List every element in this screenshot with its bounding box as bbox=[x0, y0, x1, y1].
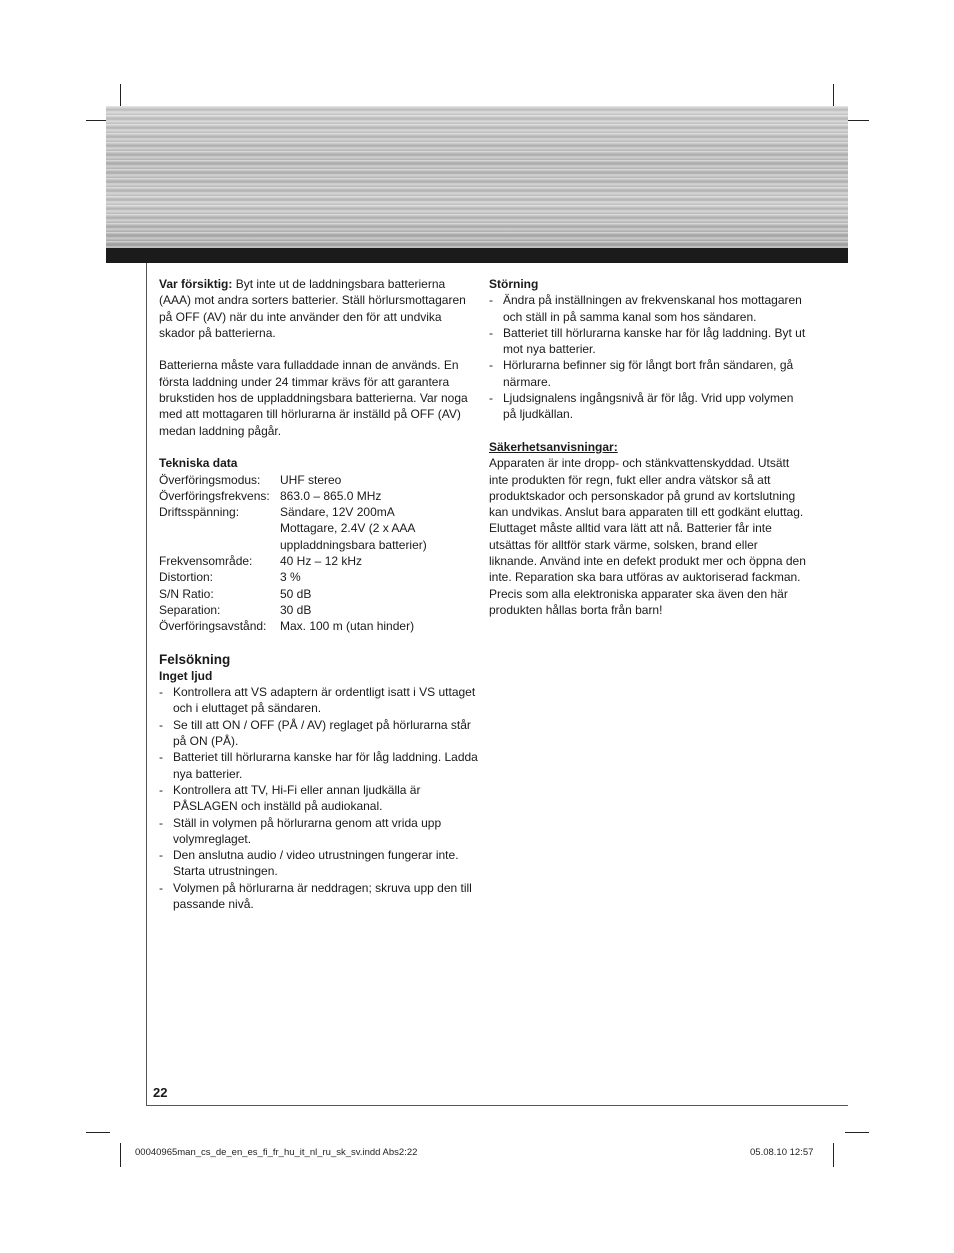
spec-key: Driftsspänning: bbox=[159, 505, 240, 520]
page-number: 22 bbox=[153, 1085, 168, 1100]
crop-mark bbox=[833, 84, 834, 108]
spec-key: S/N Ratio: bbox=[159, 586, 214, 601]
spec-value: Max. 100 m (utan hinder) bbox=[280, 619, 415, 634]
header-banner bbox=[106, 106, 848, 248]
charge-paragraph: Batterierna måste vara fulladdade innan de används. En första laddning under 24 timmar krävs för att garantera brukstiden hos de uppladdningsbara batterierna. Var noga med att mottagaren till hörlurarna är inställd på OFF (AV) medan laddning pågår. bbox=[159, 358, 468, 438]
spec-row bbox=[159, 586, 479, 602]
crop-mark bbox=[845, 120, 869, 121]
left-column bbox=[159, 276, 479, 912]
interference-heading: Störning bbox=[489, 277, 539, 291]
list-item: - Ändra på inställningen av frekvenskanal hos mottagaren och ställ in på samma kanal som hos sändaren. bbox=[489, 292, 809, 325]
spec-table bbox=[159, 472, 479, 635]
list-item: - Volymen på hörlurarna är neddragen; skruva upp den till passande nivå. bbox=[159, 880, 479, 913]
spec-key bbox=[159, 520, 280, 553]
slug-date: 05.08.10 12:57 bbox=[750, 1147, 814, 1158]
warning-text: Byt inte ut de laddningsbara batterierna (AAA) mot andra sorters batterier. Ställ hörlursmottagaren på OFF (AV) när du inte använder den för att undvika skador på batterierna. bbox=[159, 277, 466, 340]
spec-key: Överföringsfrekvens: bbox=[159, 488, 270, 503]
crop-mark bbox=[833, 1143, 834, 1167]
crop-mark bbox=[845, 1132, 869, 1133]
spec-row bbox=[159, 472, 479, 488]
list-item: - Batteriet till hörlurarna kanske har för låg laddning. Byt ut mot nya batterier. bbox=[489, 325, 809, 358]
list-item: - Kontrollera att VS adaptern är ordentligt isatt i VS uttaget och i eluttaget på sändaren. bbox=[159, 684, 479, 717]
list-item: - Se till att ON / OFF (PÅ / AV) reglaget på hörlurarna står på ON (PÅ). bbox=[159, 717, 479, 750]
troubleshooting-heading: Felsökning bbox=[159, 651, 231, 667]
right-column bbox=[489, 276, 809, 618]
spec-key: Frekvensområde: bbox=[159, 554, 253, 569]
safety-paragraph: Apparaten är inte dropp- och stänkvattenskyddad. Utsätt inte produkten för regn, fukt eller andra vätskor så att produktskador och personskador på grund av kortslutning kan undvikas. Anslut bara apparaten till ett godkänt eluttag. Eluttaget måste alltid vara lätt att nå. Batterier får inte utsättas för alltför stark värme, solsken, brand eller liknande. Använd inte en defekt produkt mer och öppna den inte. Reparation ska bara utföras av auktoriserad fackman. Precis som alla elektroniska apparater ska även den här produkten hållas borta från barn! bbox=[489, 456, 806, 617]
spec-value: 30 dB bbox=[280, 602, 312, 617]
crop-mark bbox=[86, 1132, 110, 1133]
spec-row bbox=[159, 520, 479, 553]
safety-heading: Säkerhetsanvisningar: bbox=[489, 439, 618, 454]
no-sound-list bbox=[159, 684, 479, 912]
interference-list bbox=[489, 292, 809, 422]
spec-value: UHF stereo bbox=[280, 472, 342, 487]
warning-paragraph bbox=[159, 276, 479, 341]
header-bar bbox=[106, 248, 848, 263]
spec-row bbox=[159, 504, 479, 520]
spec-value: 40 Hz – 12 kHz bbox=[280, 554, 363, 569]
spec-row bbox=[159, 618, 479, 634]
spec-row bbox=[159, 569, 479, 585]
list-item: - Kontrollera att TV, Hi-Fi eller annan ljudkälla är PÅSLAGEN och inställd på audiokanal. bbox=[159, 782, 479, 815]
list-item: - Den anslutna audio / video utrustningen fungerar inte. Starta utrustningen. bbox=[159, 847, 479, 880]
margin-rule-horizontal bbox=[146, 1105, 848, 1106]
slug-filename: 00040965man_cs_de_en_es_fi_fr_hu_it_nl_ru_sk_sv.indd Abs2:22 bbox=[135, 1147, 418, 1158]
spec-key: Distortion: bbox=[159, 570, 214, 585]
spec-value: 50 dB bbox=[280, 586, 312, 601]
spec-key: Separation: bbox=[159, 602, 221, 617]
spec-value: 3 % bbox=[280, 570, 301, 585]
spec-row bbox=[159, 602, 479, 618]
list-item: - Batteriet till hörlurarna kanske har för låg laddning. Ladda nya batterier. bbox=[159, 749, 479, 782]
margin-rule-vertical bbox=[146, 263, 147, 1106]
warning-label: Var försiktig: bbox=[159, 277, 233, 291]
list-item: - Ljudsignalens ingångsnivå är för låg. Vrid upp volymen på ljudkällan. bbox=[489, 390, 809, 423]
crop-mark bbox=[120, 84, 121, 108]
no-sound-heading: Inget ljud bbox=[159, 668, 213, 683]
spec-row bbox=[159, 553, 479, 569]
list-item: - Hörlurarna befinner sig för långt bort från sändaren, gå närmare. bbox=[489, 357, 809, 390]
spec-row bbox=[159, 488, 479, 504]
spec-key: Överföringsmodus: bbox=[159, 472, 261, 487]
list-item: - Ställ in volymen på hörlurarna genom att vrida upp volymreglaget. bbox=[159, 815, 479, 848]
spec-value: 863.0 – 865.0 MHz bbox=[280, 488, 382, 503]
crop-mark bbox=[120, 1143, 121, 1167]
spec-value: Sändare, 12V 200mA bbox=[280, 505, 395, 520]
spec-key: Överföringsavstånd: bbox=[159, 619, 267, 634]
spec-value: Mottagare, 2.4V (2 x AAA uppladdningsbara batterier) bbox=[280, 521, 427, 552]
tech-data-heading: Tekniska data bbox=[159, 456, 238, 471]
